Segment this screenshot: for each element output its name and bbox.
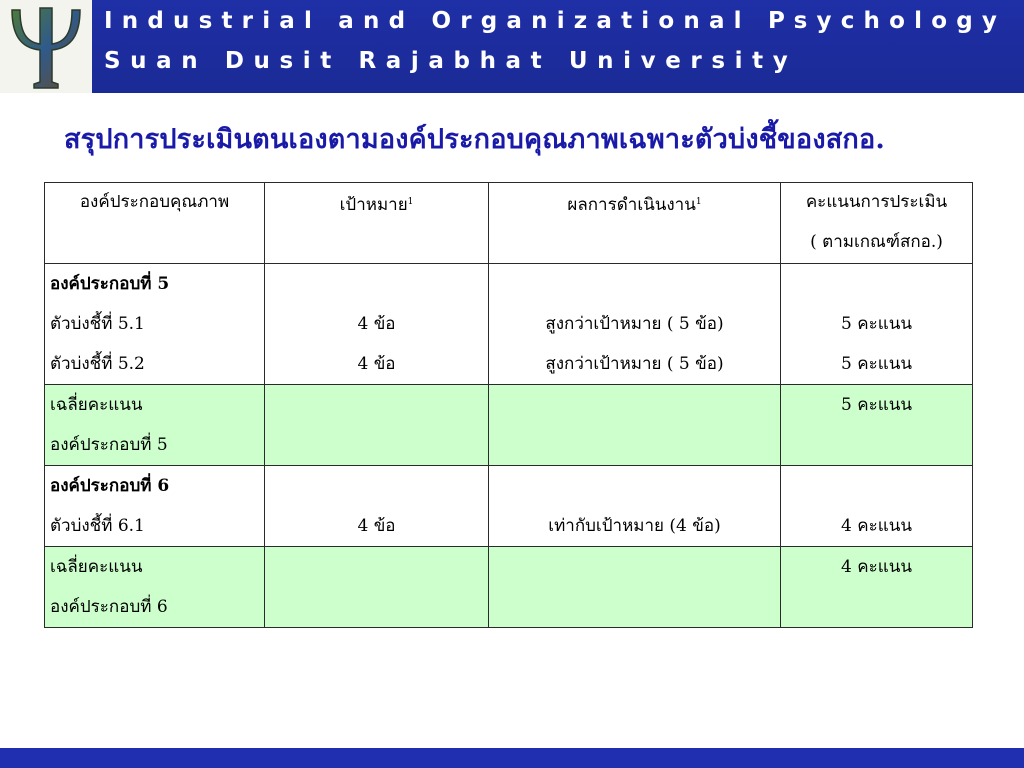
indicator-6-1-score: 4 คะแนน <box>841 516 912 536</box>
indicator-6-1-result: เท่ากับเป้าหมาย (4 ข้อ) <box>548 516 721 536</box>
empty-cell <box>489 385 781 466</box>
average-score: 4 คะแนน <box>841 557 912 577</box>
average-label: เฉลี่ยคะแนน <box>50 557 143 577</box>
indicator-5-1-target: 4 ข้อ <box>357 314 396 334</box>
psi-logo-icon <box>6 4 86 90</box>
logo <box>0 0 92 93</box>
component-5-title: องค์ประกอบที่ 5 <box>50 274 170 294</box>
table-row <box>45 264 973 385</box>
indicator-5-1-score: 5 คะแนน <box>841 314 912 334</box>
footnote-marker: 1 <box>695 197 702 207</box>
indicator-5-1-result: สูงกว่าเป้าหมาย ( 5 ข้อ) <box>545 314 724 334</box>
component-cell <box>45 264 265 385</box>
indicator-6-1-label: ตัวบ่งชี้ที่ 6.1 <box>50 516 145 536</box>
header-program-name: Industrial and Organizational Psychology <box>104 8 1007 34</box>
indicator-6-1-target: 4 ข้อ <box>357 516 396 536</box>
header-performance: ผลการดำเนินงาน$^1$ <box>489 183 781 264</box>
average-label-cell <box>45 547 265 628</box>
footer-bar <box>0 748 1024 768</box>
target-cell <box>265 264 489 385</box>
page-title: สรุปการประเมินตนเองตามองค์ประกอบคุณภาพเฉพาะตัวบ่งชี้ของสกอ. <box>64 124 885 155</box>
average-component-label: องค์ประกอบที่ 5 <box>50 435 168 455</box>
header-target: เป้าหมาย$^1$ <box>265 183 489 264</box>
indicator-5-2-score: 5 คะแนน <box>841 354 912 374</box>
indicator-5-1-label: ตัวบ่งชี้ที่ 5.1 <box>50 314 145 334</box>
average-score-cell <box>781 547 973 628</box>
table-row <box>45 466 973 547</box>
average-row-5 <box>45 385 973 466</box>
score-cell <box>781 264 973 385</box>
component-cell <box>45 466 265 547</box>
average-label: เฉลี่ยคะแนน <box>50 395 143 415</box>
empty-cell <box>265 547 489 628</box>
average-component-label: องค์ประกอบที่ 6 <box>50 597 168 617</box>
average-row-6 <box>45 547 973 628</box>
header-score <box>781 183 973 264</box>
empty-cell <box>489 547 781 628</box>
component-6-title: องค์ประกอบที่ 6 <box>50 476 170 496</box>
result-cell <box>489 264 781 385</box>
footnote-marker: 1 <box>407 197 414 207</box>
header-banner <box>0 0 1024 93</box>
header-university-name: Suan Dusit Rajabhat University <box>104 48 798 74</box>
average-label-cell <box>45 385 265 466</box>
result-cell <box>489 466 781 547</box>
header-quality-component: องค์ประกอบคุณภาพ <box>45 183 265 264</box>
header-score-line2: ( ตามเกณฑ์สกอ.) <box>810 232 943 252</box>
indicator-5-2-result: สูงกว่าเป้าหมาย ( 5 ข้อ) <box>545 354 724 374</box>
header-score-line1: คะแนนการประเมิน <box>805 192 948 212</box>
average-score-cell <box>781 385 973 466</box>
table-header-row <box>45 183 973 264</box>
empty-cell <box>265 385 489 466</box>
indicator-5-2-target: 4 ข้อ <box>357 354 396 374</box>
indicator-5-2-label: ตัวบ่งชี้ที่ 5.2 <box>50 354 145 374</box>
target-cell <box>265 466 489 547</box>
summary-table <box>44 182 973 628</box>
average-score: 5 คะแนน <box>841 395 912 415</box>
score-cell <box>781 466 973 547</box>
